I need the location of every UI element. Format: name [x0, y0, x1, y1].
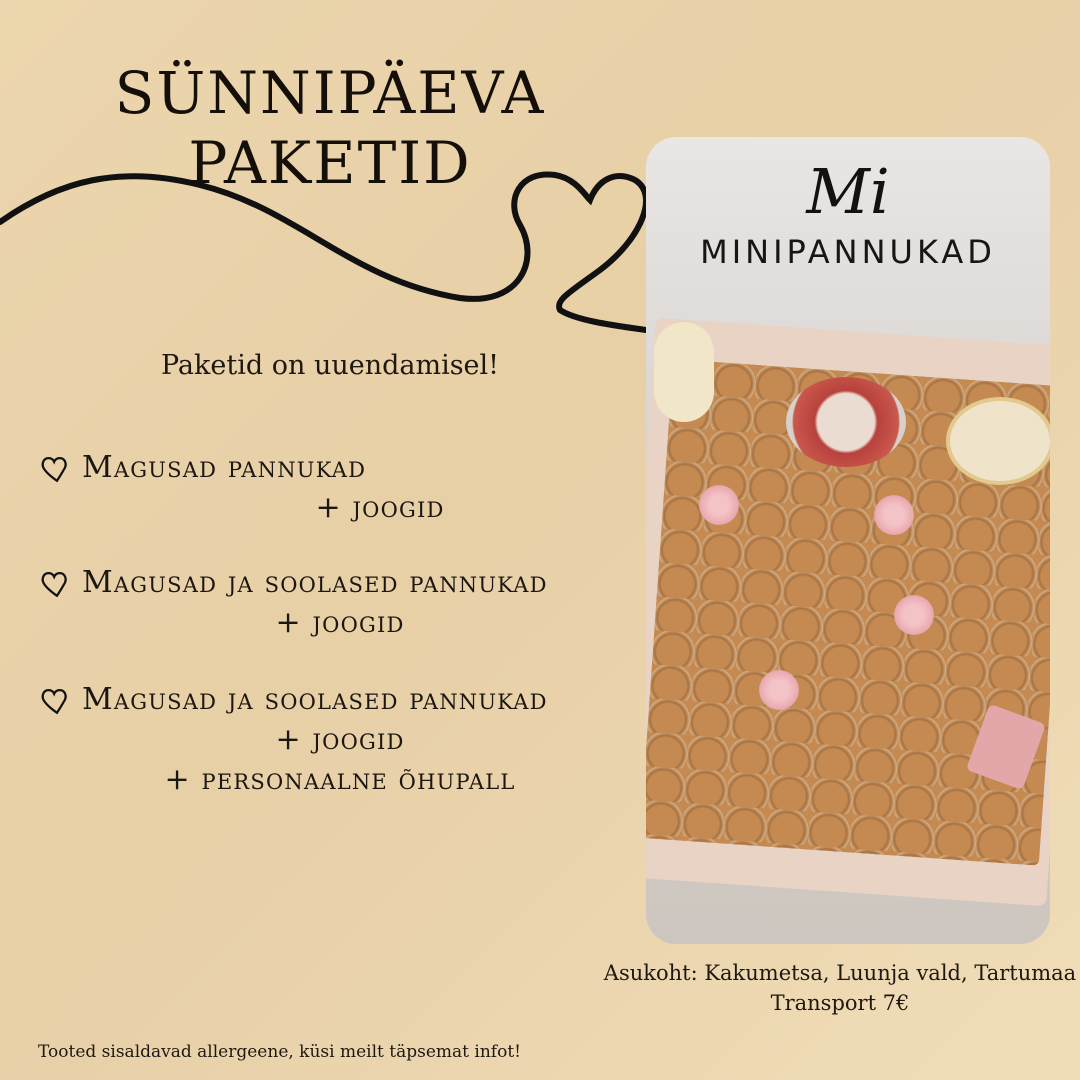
package-1-extra: + joogid	[315, 490, 445, 525]
package-3-extra-drinks: + joogid	[275, 722, 405, 757]
jam-jar	[786, 377, 906, 467]
allergen-note: Tooted sisaldavad allergeene, küsi meilt täpsemat infot!	[38, 1042, 521, 1062]
package-2-main: Magusad ja soolased pannukad	[82, 565, 548, 600]
heart-outline-icon	[40, 566, 74, 600]
location-info	[600, 958, 1080, 1018]
heart-outline-icon	[40, 683, 74, 717]
transport-price: Transport 7€	[770, 991, 910, 1015]
heart-outline-icon	[40, 451, 74, 485]
package-1-main: Magusad pannukad	[82, 450, 367, 485]
sugar-flower	[871, 492, 917, 538]
location-address: Asukoht: Kakumetsa, Luunja vald, Tartumaa	[603, 961, 1077, 985]
pancake-box-photo	[646, 137, 1050, 944]
package-3-extra-balloon: + personaalne õhupall	[164, 762, 516, 797]
title-line-2: PAKETID	[188, 129, 472, 197]
sugar-flower	[756, 667, 802, 713]
brand-logo	[646, 157, 1050, 271]
package-3	[40, 680, 640, 800]
logo-text: MINIPANNUKAD	[700, 233, 996, 271]
logo-mark: Mi	[806, 155, 890, 228]
sugar-flower	[891, 592, 937, 638]
title-line-1: SÜNNIPÄEVA	[114, 59, 546, 127]
package-3-main: Magusad ja soolased pannukad	[82, 682, 548, 717]
logo-pick	[946, 397, 1050, 485]
package-2-extra: + joogid	[275, 605, 405, 640]
update-notice: Paketid on uuendamisel!	[160, 350, 500, 381]
package-1	[40, 448, 640, 528]
page-title	[60, 58, 600, 198]
candle-number	[654, 322, 714, 422]
sugar-flower	[696, 482, 742, 528]
package-2	[40, 563, 640, 643]
